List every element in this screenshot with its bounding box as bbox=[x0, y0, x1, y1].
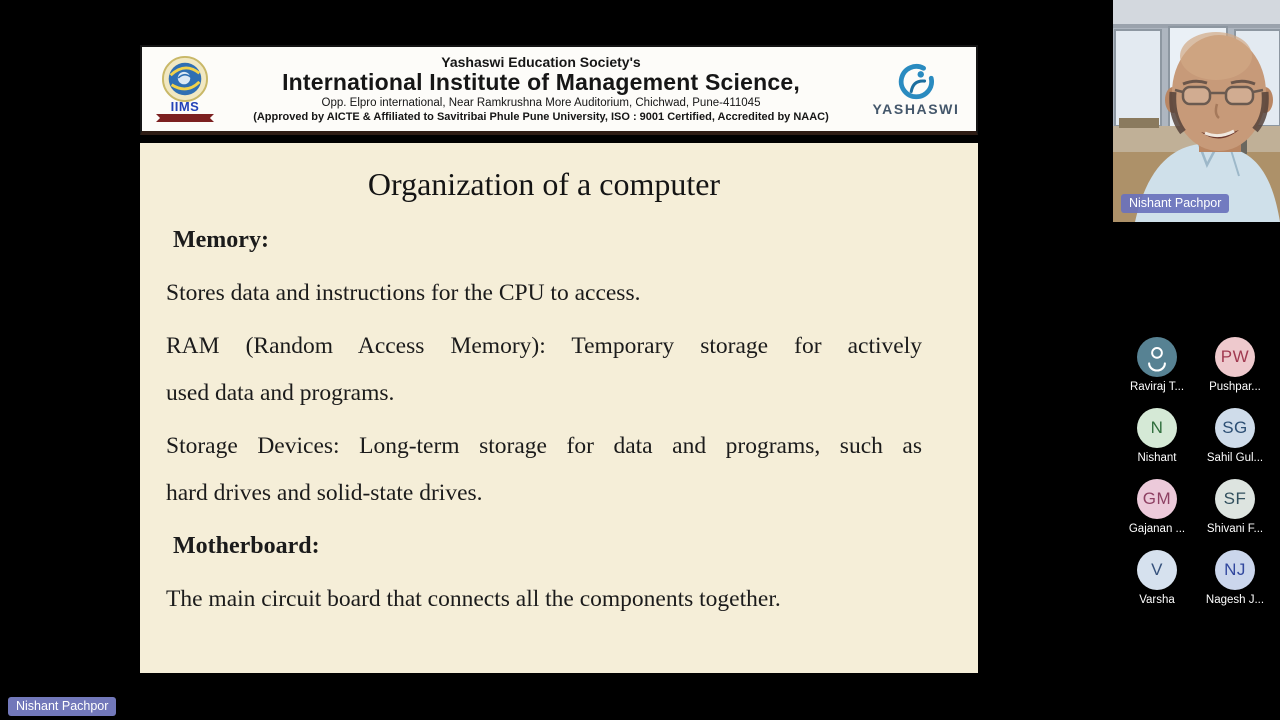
slide-text-block bbox=[166, 217, 922, 623]
participant-tile[interactable] bbox=[1196, 479, 1274, 535]
slide-text-line: Memory: bbox=[173, 227, 269, 253]
participant-avatar bbox=[1215, 337, 1255, 377]
iims-logo bbox=[152, 56, 218, 122]
avatar-initials: N bbox=[1150, 418, 1164, 437]
slide-title: Organization of a computer bbox=[367, 166, 721, 202]
avatar-initials: SF bbox=[1223, 489, 1247, 508]
participants-list bbox=[1118, 337, 1274, 606]
avatar-initials: V bbox=[1151, 560, 1163, 579]
avatar-initials: SG bbox=[1222, 418, 1248, 437]
presenter-video-tile[interactable] bbox=[1113, 0, 1280, 222]
participant-avatar bbox=[1137, 550, 1177, 590]
participant-name: Pushpar... bbox=[1209, 381, 1261, 393]
slide-text-line: Storage Devices: Long-term storage for data and programs, such as bbox=[166, 433, 922, 459]
avatar-initials: NJ bbox=[1224, 560, 1246, 579]
participant-avatar bbox=[1215, 408, 1255, 448]
slide-paragraph bbox=[166, 323, 922, 417]
slide-section-heading bbox=[166, 217, 922, 264]
slide-text-line: RAM (Random Access Memory): Temporary storage for actively bbox=[166, 333, 922, 359]
participant-name: Raviraj T... bbox=[1129, 381, 1185, 393]
participant-avatar bbox=[1215, 550, 1255, 590]
participant-avatar bbox=[1137, 337, 1177, 377]
iims-logo-text: IIMS bbox=[170, 99, 200, 114]
participant-avatar bbox=[1137, 479, 1177, 519]
person-icon bbox=[1142, 342, 1172, 372]
participant-tile[interactable] bbox=[1118, 479, 1196, 535]
presenter-name-tag: Nishant Pachpor bbox=[8, 697, 116, 716]
yashaswi-swoosh-icon bbox=[897, 63, 935, 101]
participant-tile[interactable] bbox=[1196, 337, 1274, 393]
slide-paragraph bbox=[166, 576, 922, 623]
participant-tile[interactable] bbox=[1118, 550, 1196, 606]
participant-name: Gajanan ... bbox=[1128, 523, 1186, 535]
iims-globe-icon bbox=[162, 56, 208, 102]
slide-text-line: The main circuit board that connects all the components together. bbox=[166, 586, 781, 612]
accreditation-line: (Approved by AICTE & Affiliated to Savitribai Phule Pune University, ISO : 9001 Certified, Accredited by NAAC) bbox=[253, 110, 829, 123]
society-name: Yashaswi Education Society's bbox=[441, 53, 641, 70]
video-name-tag: Nishant Pachpor bbox=[1121, 194, 1229, 213]
slide-paragraph bbox=[166, 270, 922, 317]
slide-text-line: hard drives and solid-state drives. bbox=[166, 480, 483, 506]
presenter-webcam-frame bbox=[1113, 0, 1280, 222]
participant-tile[interactable] bbox=[1196, 550, 1274, 606]
slide-letterhead bbox=[140, 45, 978, 135]
slide-text-line: Stores data and instructions for the CPU to access. bbox=[166, 280, 641, 306]
slide-content-area bbox=[140, 143, 978, 673]
participant-name: Nagesh J... bbox=[1205, 594, 1265, 606]
shared-screen-slide bbox=[140, 45, 978, 673]
participant-name: Shivani F... bbox=[1206, 523, 1264, 535]
slide-text-line: Motherboard: bbox=[173, 533, 320, 559]
slide-section-heading bbox=[166, 523, 922, 570]
participant-avatar bbox=[1137, 408, 1177, 448]
yashaswi-logo bbox=[864, 63, 968, 116]
slide-paragraph bbox=[166, 423, 922, 517]
participant-tile[interactable] bbox=[1196, 408, 1274, 464]
participant-name: Nishant bbox=[1137, 452, 1177, 464]
institute-address: Opp. Elpro international, Near Ramkrushna More Auditorium, Chichwad, Pune-411045 bbox=[321, 97, 761, 110]
participant-avatar bbox=[1215, 479, 1255, 519]
participant-name: Sahil Gul... bbox=[1206, 452, 1264, 464]
avatar-initials: PW bbox=[1220, 347, 1250, 366]
participant-name: Varsha bbox=[1139, 594, 1175, 606]
letterhead-text bbox=[218, 55, 864, 124]
institute-name: International Institute of Management Science, bbox=[282, 69, 800, 96]
participant-tile[interactable] bbox=[1118, 337, 1196, 393]
yashaswi-logo-text: YASHASWI bbox=[872, 100, 960, 117]
avatar-initials: GM bbox=[1142, 489, 1172, 508]
participant-tile[interactable] bbox=[1118, 408, 1196, 464]
iims-ribbon-icon bbox=[156, 114, 214, 122]
slide-text-line: used data and programs. bbox=[166, 380, 395, 406]
